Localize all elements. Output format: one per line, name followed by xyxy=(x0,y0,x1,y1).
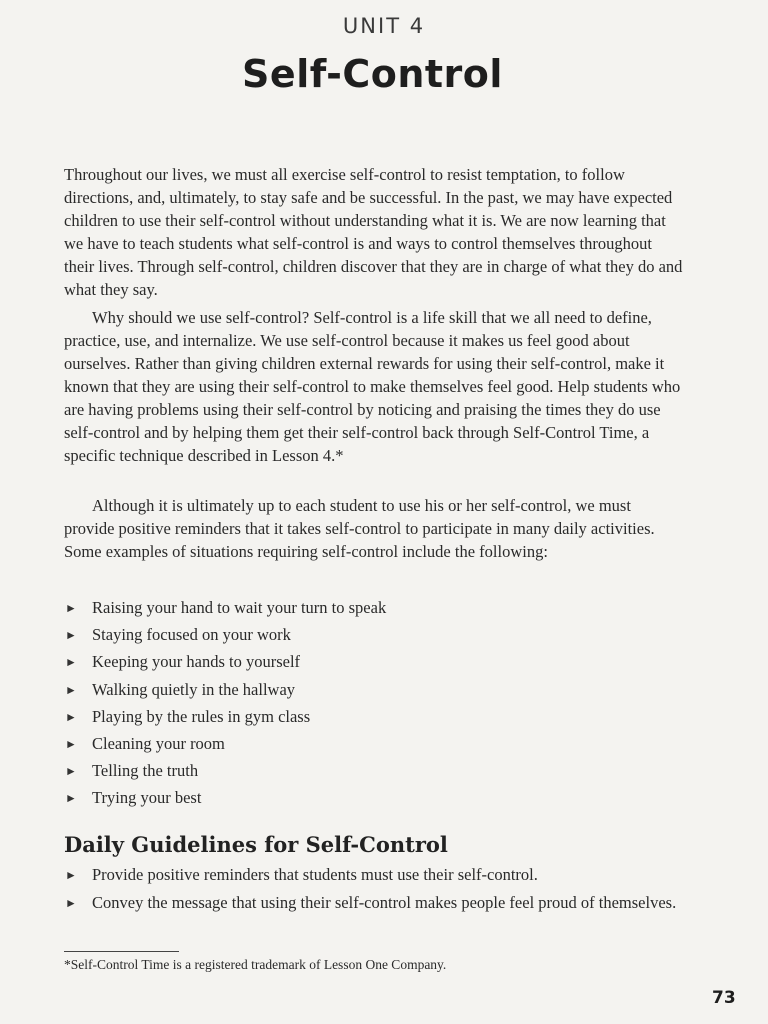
bullet-arrow-icon: ► xyxy=(65,682,77,697)
list-item-text: Telling the truth xyxy=(92,761,199,781)
list-item-text: Playing by the rules in gym class xyxy=(92,706,311,726)
examples-list xyxy=(64,597,704,815)
examples-intro-paragraph: Although it is ultimately up to each student to use his or her self-control, we must provide positive reminders that it takes self-control to participate in many daily activities. Some examples of situations requiring self-control include the following: xyxy=(64,496,655,561)
bullet-arrow-icon: ► xyxy=(65,709,77,724)
footnote: *Self-Control Time is a registered trademark of Lesson One Company. xyxy=(64,957,447,972)
bullet-arrow-icon: ► xyxy=(65,791,77,806)
bullet-arrow-icon: ► xyxy=(65,896,77,910)
list-item xyxy=(64,760,704,787)
list-item-text: Trying your best xyxy=(92,788,202,808)
list-item-text: Convey the message that using their self-control makes people feel proud of themselves. xyxy=(92,893,677,912)
bullet-arrow-icon: ► xyxy=(65,601,77,615)
list-item xyxy=(64,679,704,706)
list-item-text: Keeping your hands to yourself xyxy=(92,652,301,672)
section-heading: Daily Guidelines for Self-Control xyxy=(64,832,448,857)
list-item xyxy=(64,597,704,624)
bullet-arrow-icon: ► xyxy=(65,736,77,751)
list-item xyxy=(64,624,704,651)
list-item-text: Walking quietly in the hallway xyxy=(92,679,296,699)
intro-paragraph: Throughout our lives, we must all exercise self-control to resist temptation, to follow directions, and, ultimately, to stay safe and be successful. In the past, we may have expected children to use their self-control without understanding what it is. We are now learning that we have to teach students what self-control is and ways to control themselves throughout their lives. Through self-control, children discover that they are in charge of what they do and what they say. xyxy=(64,165,683,299)
bullet-arrow-icon: ► xyxy=(65,628,77,643)
list-item-text: Staying focused on your work xyxy=(92,625,291,645)
list-item xyxy=(64,651,704,678)
unit-label: UNIT 4 xyxy=(342,14,426,38)
list-item-text: Cleaning your room xyxy=(92,733,225,753)
list-item xyxy=(64,706,704,733)
bullet-arrow-icon: ► xyxy=(65,764,77,779)
footnote-divider xyxy=(64,951,179,952)
page-number: 73 xyxy=(712,988,736,1008)
page-title: Self-Control xyxy=(242,52,503,96)
list-item-text: Provide positive reminders that students must use their self-control. xyxy=(92,865,538,884)
list-item xyxy=(64,892,704,914)
why-paragraph: Why should we use self-control? Self-control is a life skill that we all need to define, practice, use, and internalize. We use self-control because it makes us feel good about ourselves. Rather than giving children external rewards for using their self-control, make it known that they are using their self-control to make themselves feel good. Help students who are having problems using their self-control by noticing and praising the times they do use self-control and by helping them get their self-control back through Self-Control Time, a specific technique described in Lesson 4.* xyxy=(64,308,681,465)
list-item xyxy=(64,787,704,814)
guidelines-list xyxy=(64,864,704,920)
list-item xyxy=(64,864,704,886)
bullet-arrow-icon: ► xyxy=(65,868,77,882)
list-item xyxy=(64,733,704,760)
list-item-text: Raising your hand to wait your turn to speak xyxy=(92,598,387,617)
bullet-arrow-icon: ► xyxy=(65,655,77,670)
